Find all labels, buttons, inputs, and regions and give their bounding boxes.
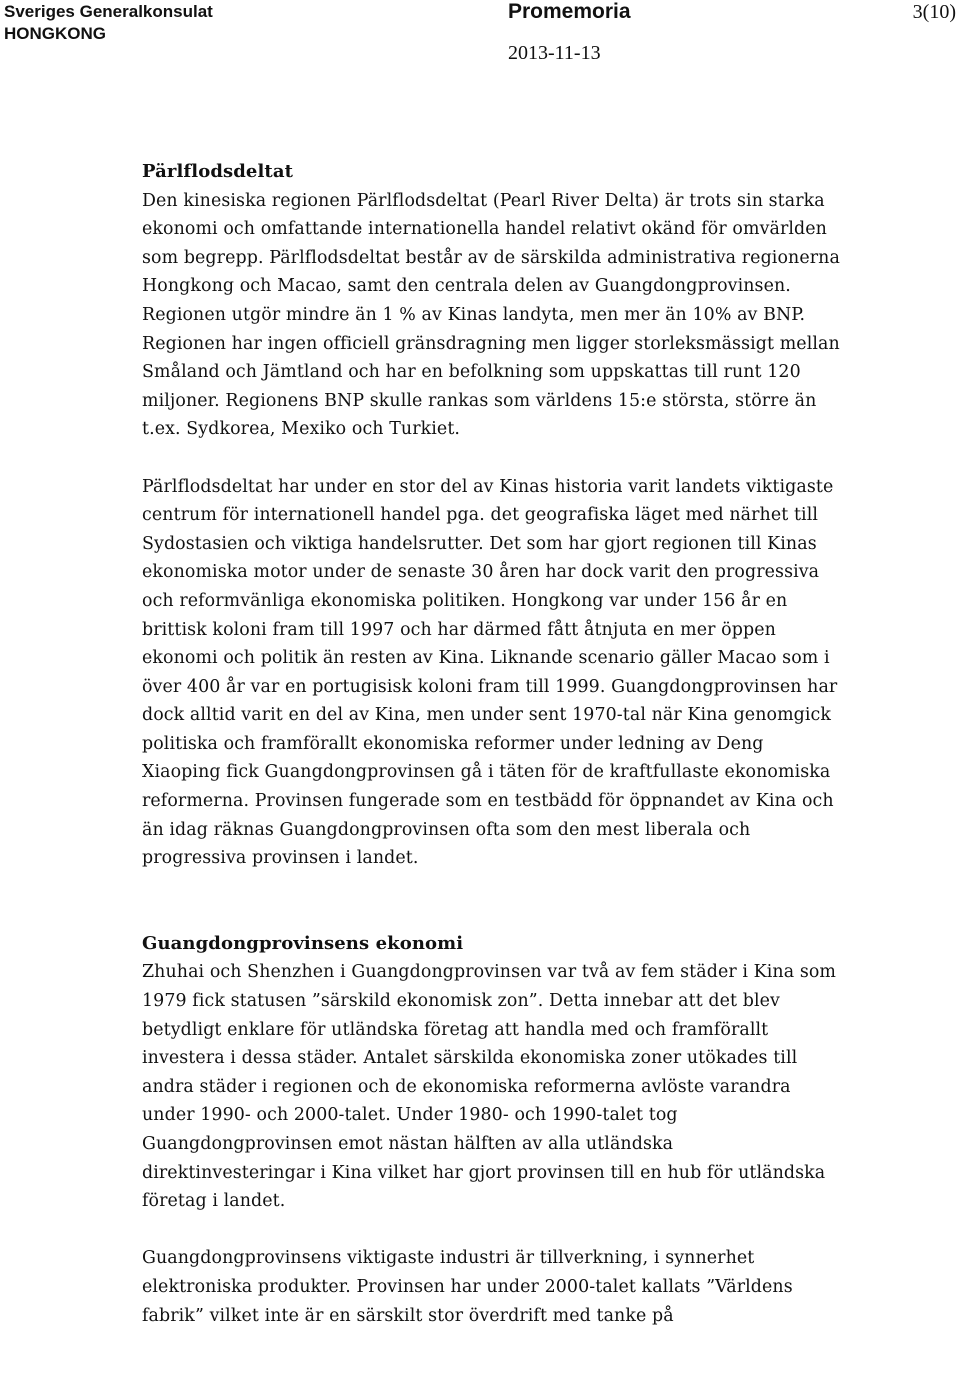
section-spacer [142, 873, 842, 930]
document-header [0, 0, 960, 70]
document-body [142, 158, 842, 1330]
body-paragraph: Zhuhai och Shenzhen i Guangdongprovinsen var två av fem städer i Kina som 1979 fick statusen ”särskild ekonomisk zon”. Detta innebar att det blev betydligt enklare för utländska företag att handla med och framförallt investera i dessa städer. Antalet särskilda ekonomiska zoner utökades till andra städer i regionen och de ekonomiska reformerna avlöste varandra under 1990- och 2000-talet. Under 1980- och 1990-talet tog Guangdongprovinsen emot nästan hälften av alla utländska direktinvesteringar i Kina vilket har gjort provinsen till en hub för utländska företag i landet. [142, 962, 837, 1212]
paragraph-spacer [142, 444, 842, 473]
body-paragraph: Den kinesiska regionen Pärlflodsdeltat (Pearl River Delta) är trots sin starka ekonomi och omfattande internationella handel relativt okänd för omvärlden som begrepp. Pärlflodsdeltat består av de särskilda administrativa regionerna Hongkong och Macao, samt den centrala delen av Guangdongprovinsen. Regionen utgör mindre än 1 % av Kinas landyta, men mer än 10% av BNP. Regionen har ingen officiell gränsdragning men ligger storleksmässigt mellan Småland och Jämtland och har en befolkning som uppskattas till runt 120 miljoner. Regionens BNP skulle rankas som världens 15:e största, större än t.ex. Sydkorea, Mexiko och Turkiet. [142, 190, 840, 440]
header-page-number: 3(10) [912, 1, 956, 23]
section-parlflodsdeltat [142, 158, 842, 873]
section-title: Guangdongprovinsens ekonomi [142, 932, 464, 954]
header-date: 2013-11-13 [508, 42, 601, 64]
header-document-type: Promemoria [508, 0, 631, 23]
header-organization: Sveriges Generalkonsulat [4, 2, 213, 21]
body-paragraph: Pärlflodsdeltat har under en stor del av Kinas historia varit landets viktigaste centrum för internationell handel pga. det geografiska läget med närhet till Sydostasien och viktiga handelsrutter. Det som har gjort regionen till Kinas ekonomiska motor under de senaste 30 åren har dock varit den progressiva och reformvänliga ekonomiska politiken. Hongkong var under 156 år en brittisk koloni fram till 1997 och har därmed fått åtnjuta en mer öppen ekonomi och politik än resten av Kina. Liknande scenario gäller Macao som i över 400 år var en portugisisk koloni fram till 1999. Guangdongprovinsen har dock alltid varit en del av Kina, men under sent 1970-tal när Kina genomgick politiska och framförallt ekonomiska reformer under ledning av Deng Xiaoping fick Guangdongprovinsen gå i täten för de kraftfullaste ekonomiska reformerna. Provinsen fungerade som en testbädd för öppnandet av Kina och än idag räknas Guangdongprovinsen ofta som den mest liberala och progressiva provinsen i landet. [142, 476, 838, 869]
section-title: Pärlflodsdeltat [142, 161, 294, 182]
paragraph-spacer [142, 1216, 842, 1245]
header-location: HONGKONG [4, 24, 106, 43]
body-paragraph: Guangdongprovinsens viktigaste industri är tillverkning, i synnerhet elektroniska produkter. Provinsen har under 2000-talet kallats ”Världens fabrik” vilket inte är en särskilt stor överdrift med tanke på [142, 1248, 793, 1326]
section-guangdong-economy [142, 930, 842, 1330]
